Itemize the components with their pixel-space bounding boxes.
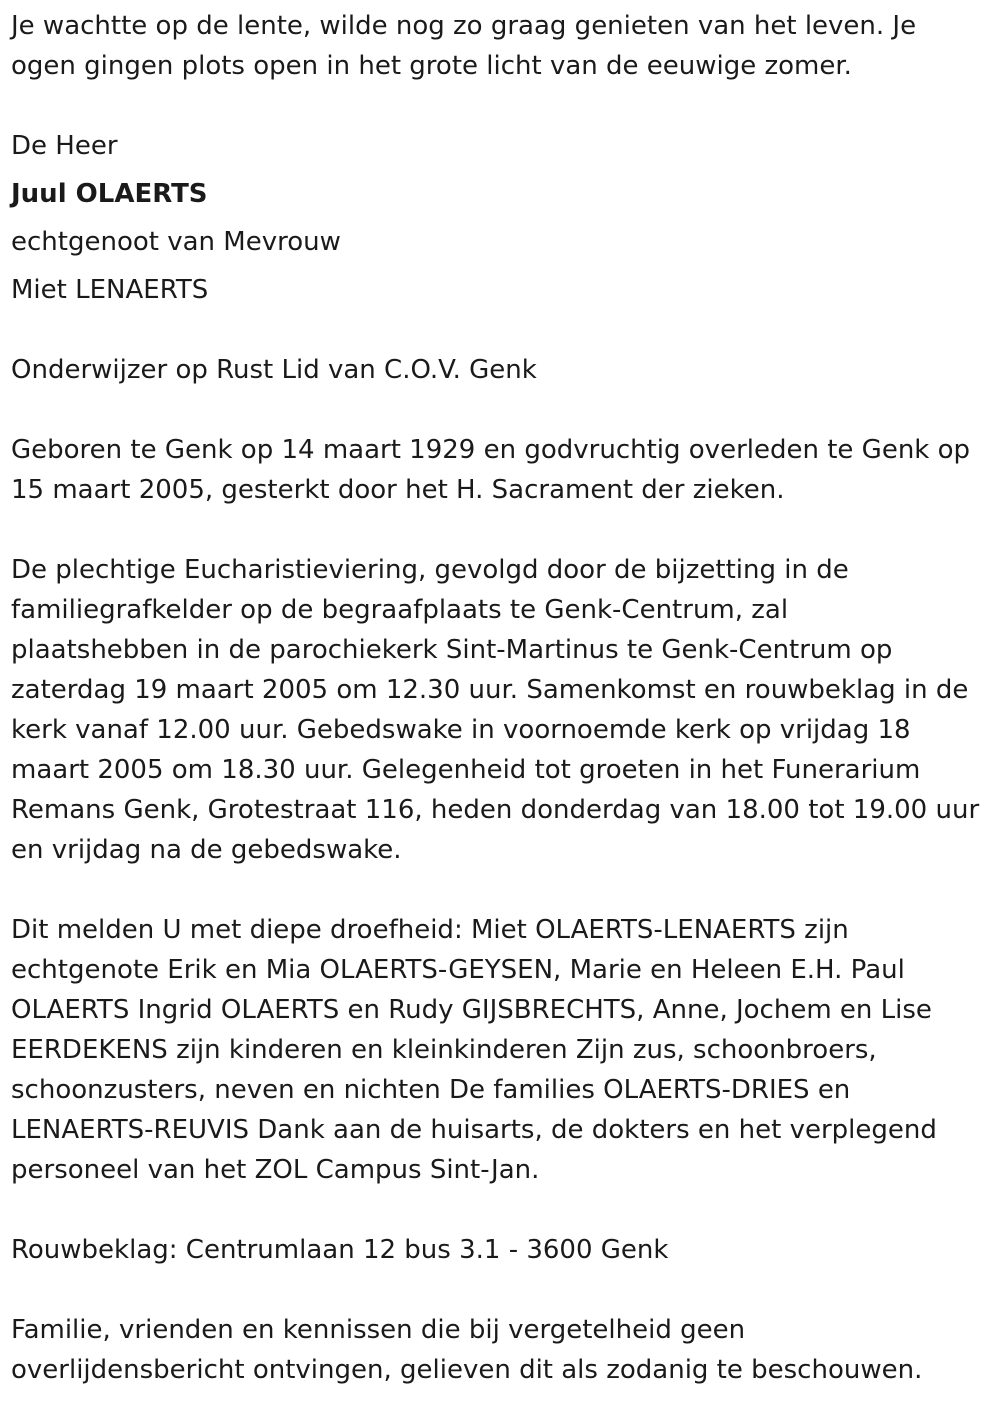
closing-paragraph: [11, 1310, 991, 1390]
ceremony-paragraph: [11, 550, 991, 870]
ceremony-line: en vrijdag na de gebedswake.: [11, 835, 402, 865]
family-line: OLAERTS Ingrid OLAERTS en Rudy GIJSBRECHTS, Anne, Jochem en Lise: [11, 995, 932, 1025]
spouse-name: Miet LENAERTS: [11, 275, 209, 305]
ceremony-line: De plechtige Eucharistieviering, gevolgd door de bijzetting in de: [11, 555, 849, 585]
family-line: personeel van het ZOL Campus Sint-Jan.: [11, 1155, 540, 1185]
obituary-notice: [11, 6, 991, 1390]
quote-line: ogen gingen plots open in het grote licht van de eeuwige zomer.: [11, 51, 852, 81]
quote-paragraph: [11, 6, 991, 86]
ceremony-line: Remans Genk, Grotestraat 116, heden donderdag van 18.00 tot 19.00 uur: [11, 795, 980, 825]
occupation: Onderwijzer op Rust Lid van C.O.V. Genk: [11, 355, 537, 385]
closing-line: overlijdensbericht ontvingen, gelieven dit als zodanig te beschouwen.: [11, 1355, 923, 1385]
family-line: echtgenote Erik en Mia OLAERTS-GEYSEN, Marie en Heleen E.H. Paul: [11, 955, 905, 985]
ceremony-line: kerk vanaf 12.00 uur. Gebedswake in voornoemde kerk op vrijdag 18: [11, 715, 911, 745]
deceased-name: Juul OLAERTS: [11, 179, 208, 209]
condolence-address: Rouwbeklag: Centrumlaan 12 bus 3.1 - 3600 Genk: [11, 1235, 669, 1265]
spouse-label: echtgenoot van Mevrouw: [11, 227, 341, 257]
ceremony-line: maart 2005 om 18.30 uur. Gelegenheid tot groeten in het Funerarium: [11, 755, 921, 785]
birth-death-paragraph: [11, 430, 991, 510]
family-line: schoonzusters, neven en nichten De families OLAERTS-DRIES en: [11, 1075, 851, 1105]
family-paragraph: [11, 910, 991, 1190]
ceremony-line: plaatshebben in de parochiekerk Sint-Martinus te Genk-Centrum op: [11, 635, 893, 665]
quote-line: Je wachtte op de lente, wilde nog zo graag genieten van het leven. Je: [11, 11, 917, 41]
family-line: Dit melden U met diepe droefheid: Miet OLAERTS-LENAERTS zijn: [11, 915, 849, 945]
closing-line: Familie, vrienden en kennissen die bij vergetelheid geen: [11, 1315, 746, 1345]
birth-death-line: Geboren te Genk op 14 maart 1929 en godvruchtig overleden te Genk op: [11, 435, 971, 465]
family-line: LENAERTS-REUVIS Dank aan de huisarts, de dokters en het verplegend: [11, 1115, 937, 1145]
ceremony-line: zaterdag 19 maart 2005 om 12.30 uur. Samenkomst en rouwbeklag in de: [11, 675, 969, 705]
family-line: EERDEKENS zijn kinderen en kleinkinderen Zijn zus, schoonbroers,: [11, 1035, 877, 1065]
ceremony-line: familiegrafkelder op de begraafplaats te Genk-Centrum, zal: [11, 595, 789, 625]
salutation: De Heer: [11, 131, 118, 161]
birth-death-line: 15 maart 2005, gesterkt door het H. Sacrament der zieken.: [11, 475, 785, 505]
